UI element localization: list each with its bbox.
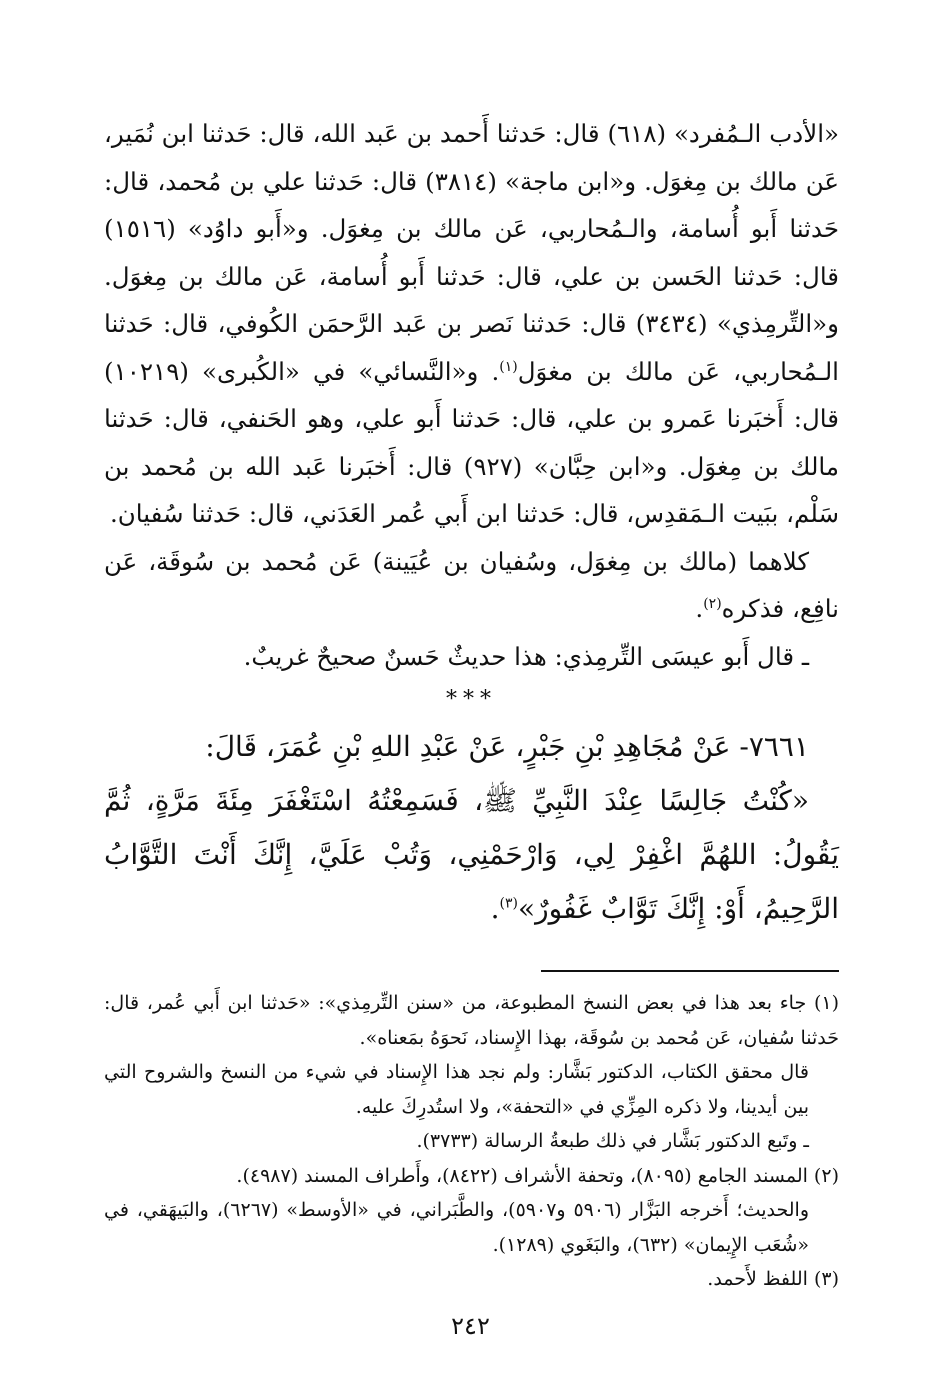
footnotes [104,986,839,1297]
footnote-ref-1[interactable]: (١) [499,358,518,375]
tirmidhi-verdict: ـ قال أَبو عيسَى التِّرمِذي: هذا حديثٌ حَسنٌ صحيحٌ غريبٌ. [243,641,809,671]
footnote-1: (١) جاء بعد هذا في بعض النسخ المطبوعة، من «سنن التِّرمِذي»: «حَدثنا ابن أَبي عُمر، قال: حَدثنا سُفيان، عَن مُحمد بن سُوقَة، بهذا الإِسناد، نَحوَهُ بمَعناه». [104,992,839,1049]
paragraph-1-text: «الأدب الـمُفرد» (٦١٨) قال: حَدثنا أَحمد بن عَبد الله، قال: حَدثنا ابن نُمَير، عَن مالك بن مِغوَل. و«ابن ماجة» (٣٨١٤) قال: حَدثنا علي بن مُحمد، قال: حَدثنا أَبو أُسامة، والـمُحاربي، عَن مالك بن مِغوَل. و«أَبو داوُد» (١٥١٦) قال: حَدثنا الحَسن بن علي، قال: حَدثنا أَبو أُسامة، عَن مالك بن مِغوَل. و«التِّرمِذي» (٣٤٣٤) قال: حَدثنا نَصر بن عَبد الرَّحمَن الكُوفي، قال: حَدثنا الـمُحاربي، عَن مالك بن مغوَل [104,119,840,386]
paragraph-2-end: . [695,594,704,623]
hadith-7661 [104,720,839,936]
footnote-2: (٢) المسند الجامع (٨٠٩٥)، وتحفة الأشراف (٨٤٢٢)، وأَطراف المسند (٤٩٨٧). [236,1164,839,1187]
paragraph-2 [104,538,839,633]
footnote-2-takhrij: والحديث؛ أَخرجه البَزَّار (٥٩٠٦ و٥٩٠٧)، والطَّبَراني، في «الأوسط» (٦٢٦٧)، والبَيهَقي، في «شُعَب الإِيمان» (٦٣٢)، والبَغَوي (١٢٨٩). [104,1199,809,1256]
hadith-matn [104,774,839,936]
footnote-ref-2[interactable]: (٢) [703,595,722,612]
footnote-1-editor-note: قال محقق الكتاب، الدكتور بَشَّار: ولم نجد هذا الإِسناد في شيء من النسخ والشروح التي بين أيدينا، ولا ذكره المِزِّي في «التحفة»، ولا استُدرِكَ عليه. [104,1061,809,1118]
hadith-matn-text: «كُنْتُ جَالِسًا عِنْدَ النَّبِيِّ ﷺ، فَسَمِعْتُهُ اسْتَغْفَرَ مِئَةَ مَرَّةٍ، ثُمَّ يَقُولُ: اللهُمَّ اغْفِرْ لِي، وَارْحَمْنِي، وَتُبْ عَلَيَّ، إِنَّكَ أَنْتَ التَّوَّابُ الرَّحِيمُ، أَوْ: إِنَّكَ تَوَّابٌ غَفُورٌ» [104,784,839,925]
page-number: ٢٤٢ [451,1312,490,1340]
main-text [104,110,839,720]
paragraph-1 [104,110,839,538]
paragraph-1-continuation: . و«النَّسائي» في «الكُبرى» (١٠٢١٩) قال: أَخبَرنا عَمرو بن علي، قال: حَدثنا أَبو علي، وهو الحَنفي، قال: حَدثنا مالك بن مِغوَل. و«ابن حِبَّان» (٩٢٧) قال: أَخبَرنا عَبد الله بن مُحمد بن سَلْم، ببَيت الـمَقدِس، قال: حَدثنا ابن أَبي عُمر العَدَني، قال: حَدثنا سُفيان. [104,356,839,528]
footnote-3: (٣) اللفظ لأَحمد. [707,1268,839,1290]
footnote-ref-3[interactable]: (٣) [499,895,518,912]
section-separator: *** [446,687,497,712]
paragraph-2-text: كلاهما (مالك بن مِغوَل، وسُفيان بن عُيَينة) عَن مُحمد بن سُوقَة، عَن نافِع، فذكره [104,546,839,623]
footnote-separator [541,970,839,972]
hadith-isnad: ٧٦٦١- عَنْ مُجَاهِدِ بْنِ جَبْرٍ، عَنْ عَبْدِ اللهِ بْنِ عُمَرَ، قَالَ: [205,730,809,763]
hadith-matn-end: . [490,892,500,925]
footnote-1-risala-note: ـ وتَبع الدكتور بَشَّار في ذلك طبعةُ الرسالة (٣٧٣٣). [416,1130,809,1152]
